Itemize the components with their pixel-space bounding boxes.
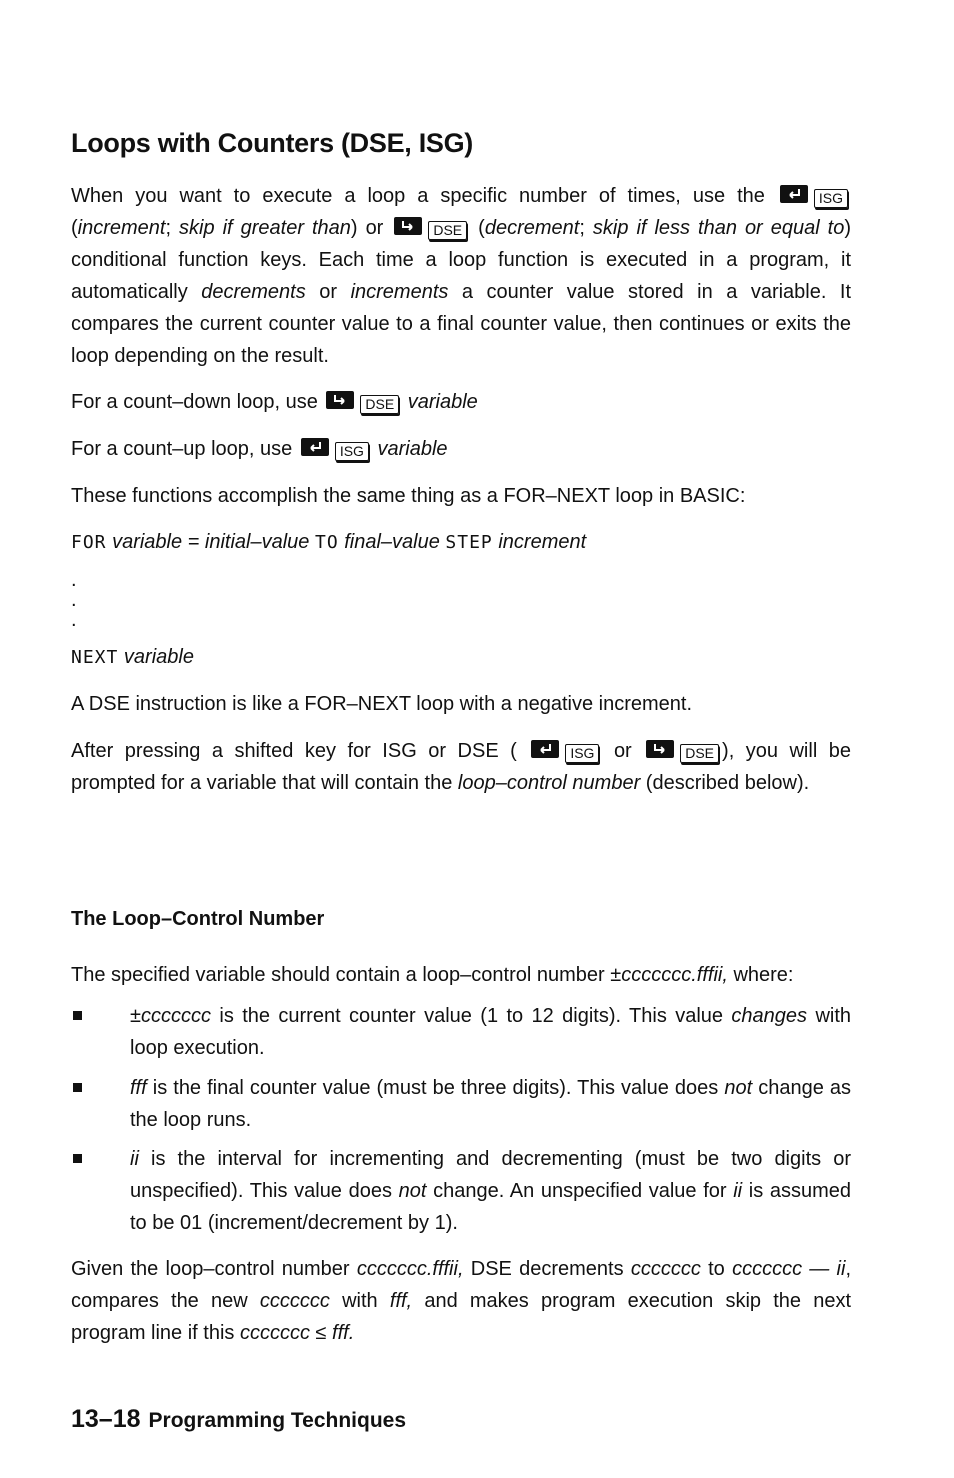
term: ii bbox=[733, 1180, 743, 1202]
intro-text: a counter value stored in a variable. It compares the current counter value to a final counter value, then continues or exits the loop depending on the result. bbox=[71, 281, 852, 367]
variable-term: variable bbox=[407, 391, 478, 413]
paren: ( bbox=[71, 217, 78, 239]
final-value-term: final–value bbox=[344, 531, 440, 553]
or-text: ) or bbox=[350, 217, 384, 239]
term: not bbox=[724, 1077, 753, 1099]
dot: . bbox=[71, 569, 77, 591]
dot: . bbox=[71, 589, 77, 611]
item-text: is assumed to be 01 (increment/decrement by 1). bbox=[130, 1180, 851, 1234]
given-text: and makes program execution skip the next program line if this bbox=[71, 1290, 852, 1344]
term: ccccccc.fffii, bbox=[356, 1258, 464, 1280]
item-text: is the final counter value (must be three digits). This value does bbox=[152, 1077, 719, 1099]
section-name: Programming Techniques bbox=[148, 1409, 407, 1432]
loop-control-term: loop–control number bbox=[457, 772, 641, 794]
isg-key: ISG bbox=[814, 189, 848, 208]
dse-key: DSE bbox=[428, 221, 467, 240]
increment-term: increment bbox=[77, 217, 166, 239]
term: fff, bbox=[389, 1290, 413, 1312]
given-text: to bbox=[708, 1258, 725, 1280]
variable-term: variable bbox=[377, 438, 448, 460]
bullet-square-icon bbox=[73, 1083, 82, 1092]
term: ii bbox=[130, 1148, 139, 1170]
countdown-text: For a count–down loop, use bbox=[71, 391, 318, 413]
list-item bbox=[71, 1000, 851, 1064]
given-text: with bbox=[342, 1290, 378, 1312]
term: ccccccc bbox=[259, 1290, 330, 1312]
term: ccccccc — ii bbox=[732, 1258, 846, 1280]
left-shift-key-icon bbox=[301, 438, 329, 456]
dse-like-paragraph bbox=[71, 688, 851, 720]
to-keyword: TO bbox=[314, 532, 339, 553]
sep: ; bbox=[165, 217, 180, 239]
basic-intro-text: These functions accomplish the same thing as a FOR–NEXT loop in BASIC: bbox=[71, 485, 746, 507]
countup-text: For a count–up loop, use bbox=[71, 438, 293, 460]
term: not bbox=[398, 1180, 427, 1202]
intro-paragraph bbox=[71, 180, 851, 372]
skip-greater-term: skip if greater than bbox=[179, 217, 351, 239]
right-shift-key-icon bbox=[326, 391, 354, 409]
item-text: with loop execution. bbox=[130, 1005, 852, 1059]
term: ±ccccccc bbox=[130, 1005, 211, 1027]
bullet-square-icon bbox=[73, 1011, 82, 1020]
next-keyword: NEXT bbox=[71, 647, 119, 668]
given-text: Given the loop–control number bbox=[71, 1258, 350, 1280]
left-shift-key-icon bbox=[780, 185, 808, 203]
item-text: change as the loop runs. bbox=[130, 1077, 852, 1131]
countdown-line bbox=[71, 386, 851, 418]
dot: . bbox=[71, 609, 77, 631]
increments-term: increments bbox=[350, 281, 449, 303]
decrement-term: decrement bbox=[484, 217, 580, 239]
ellipsis-dots bbox=[71, 570, 851, 630]
after-text: After pressing a shifted key for ISG or DSE ( bbox=[71, 740, 517, 762]
spec-paragraph bbox=[71, 959, 851, 991]
increment-term: increment bbox=[498, 531, 587, 553]
spec-text: The specified variable should contain a loop–control number bbox=[71, 964, 605, 986]
section-heading: Loops with Counters (DSE, ISG) bbox=[71, 128, 473, 158]
list-item bbox=[71, 1143, 851, 1239]
subsection-heading: The Loop–Control Number bbox=[71, 908, 325, 930]
for-keyword: FOR bbox=[71, 532, 107, 553]
term: changes bbox=[731, 1005, 808, 1027]
after-text: ), you will be prompted for a variable that will contain the bbox=[71, 740, 851, 794]
right-shift-key-icon bbox=[646, 740, 674, 758]
given-paragraph bbox=[71, 1253, 851, 1349]
isg-key: ISG bbox=[335, 442, 369, 461]
given-text: , compares the new bbox=[71, 1258, 852, 1312]
skip-less-term: skip if less than or equal to bbox=[592, 217, 845, 239]
list-item bbox=[71, 1072, 851, 1136]
paren: ( bbox=[478, 217, 485, 239]
for-line bbox=[71, 526, 851, 559]
for-variable: variable = initial–value bbox=[112, 531, 310, 553]
left-shift-key-icon bbox=[531, 740, 559, 758]
countup-line bbox=[71, 433, 851, 465]
dse-like-text: A DSE instruction is like a FOR–NEXT loop with a negative increment. bbox=[71, 693, 693, 715]
right-shift-key-icon bbox=[394, 217, 422, 235]
or-text: or bbox=[613, 740, 632, 762]
item-text: change. An unspecified value for bbox=[433, 1180, 727, 1202]
intro-text: ) conditional function keys. Each time a loop function is executed in a program, it automatically bbox=[71, 217, 852, 303]
after-paragraph bbox=[71, 735, 851, 799]
spec-text: where: bbox=[733, 964, 794, 986]
loop-control-format: ±ccccccc.fffii, bbox=[610, 964, 728, 986]
page-footer bbox=[71, 1405, 406, 1434]
isg-key: ISG bbox=[565, 744, 599, 763]
item-text: is the interval for incrementing and decrementing (must be two digits or unspecified). This value does bbox=[130, 1148, 852, 1202]
decrements-term: decrements bbox=[201, 281, 306, 303]
item-text: is the current counter value (1 to 12 digits). This value bbox=[219, 1005, 724, 1027]
next-line bbox=[71, 641, 851, 674]
basic-intro bbox=[71, 480, 851, 512]
intro-text: When you want to execute a loop a specific number of times, use the bbox=[71, 185, 765, 207]
given-text: DSE decrements bbox=[470, 1258, 624, 1280]
variable-term: variable bbox=[123, 646, 194, 668]
term: ccccccc bbox=[630, 1258, 701, 1280]
page-number: 13–18 bbox=[71, 1405, 141, 1433]
term: ccccccc ≤ fff. bbox=[239, 1322, 355, 1344]
bullet-square-icon bbox=[73, 1154, 82, 1163]
sep: ; bbox=[579, 217, 593, 239]
term: fff bbox=[130, 1077, 147, 1099]
or-text: or bbox=[319, 281, 338, 303]
dse-key: DSE bbox=[680, 744, 719, 763]
dse-key: DSE bbox=[360, 395, 399, 414]
after-text: (described below). bbox=[645, 772, 810, 794]
step-keyword: STEP bbox=[445, 532, 493, 553]
